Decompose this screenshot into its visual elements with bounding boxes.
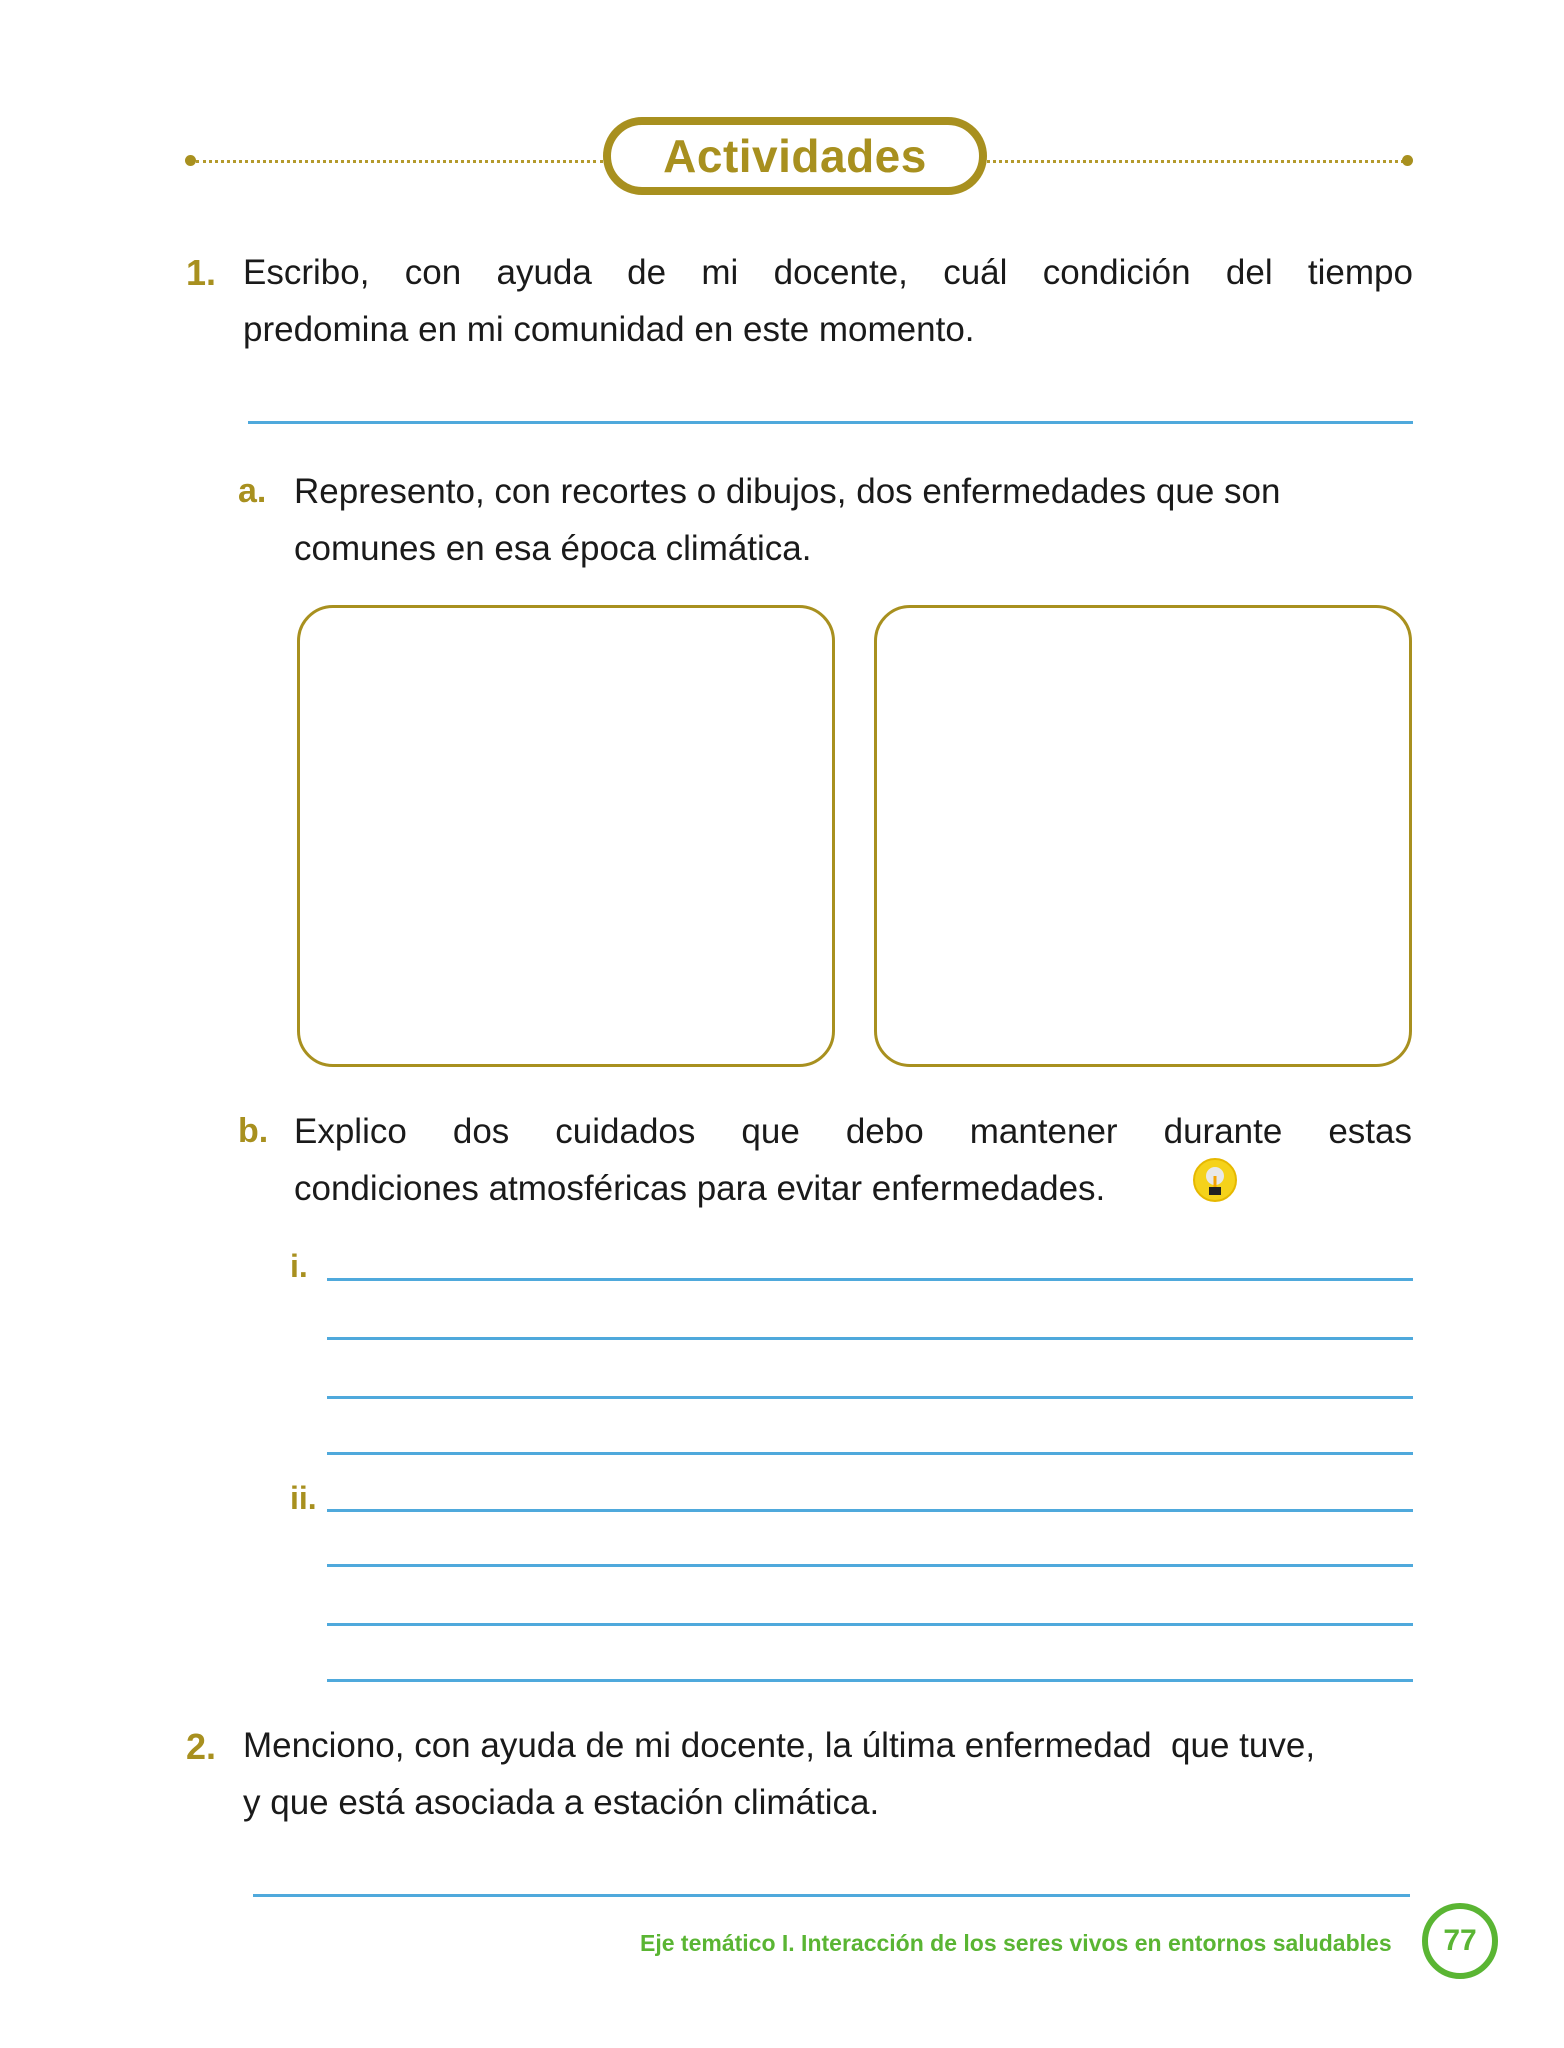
drawing-box-1[interactable] (297, 605, 835, 1067)
subitem-b-letter: b. (238, 1112, 269, 1150)
activity-2-number: 2. (186, 1726, 217, 1767)
answer-ii-label: ii. (290, 1480, 317, 1516)
activity-2-line-2: y que está asociada a estación climática. (243, 1783, 880, 1822)
activity-1-answer-line[interactable] (248, 421, 1413, 424)
footer-thematic-axis: Eje temático I. Interacción de los seres vivos en entornos saludables (640, 1930, 1392, 1956)
answer-i-line-4[interactable] (327, 1452, 1413, 1455)
subitem-a-letter: a. (238, 472, 267, 510)
header-right-dot (1402, 155, 1413, 166)
subitem-b-line-1: Explico dos cuidados que debo mantener durante estas (294, 1112, 1412, 1151)
header-left-dot (185, 155, 196, 166)
activity-1-number: 1. (186, 252, 217, 293)
answer-i-label: i. (290, 1248, 308, 1284)
page-title: Actividades (663, 130, 927, 182)
header-left-dotted-line (196, 160, 603, 163)
activity-2-answer-line[interactable] (253, 1894, 1410, 1897)
answer-ii-line-1[interactable] (327, 1509, 1413, 1512)
answer-ii-line-4[interactable] (327, 1679, 1413, 1682)
drawing-box-2[interactable] (874, 605, 1412, 1067)
answer-i-line-2[interactable] (327, 1337, 1413, 1340)
activity-1-line-1: Escribo, con ayuda de mi docente, cuál condición del tiempo (243, 253, 1413, 292)
answer-i-line-3[interactable] (327, 1396, 1413, 1399)
answer-ii-line-3[interactable] (327, 1623, 1413, 1626)
header-right-dotted-line (987, 160, 1404, 163)
subitem-b-line-2: condiciones atmosféricas para evitar enfermedades. (294, 1169, 1106, 1208)
subitem-a-line-2: comunes en esa época climática. (294, 529, 812, 568)
activity-2-line-1: Menciono, con ayuda de mi docente, la última enfermedad que tuve, (243, 1726, 1316, 1765)
page-number-badge (1422, 1903, 1498, 1979)
subitem-a-line-1: Represento, con recortes o dibujos, dos enfermedades que son (294, 472, 1281, 511)
activity-1-line-2: predomina en mi comunidad en este momento. (243, 310, 975, 349)
activities-title-badge (603, 117, 987, 195)
answer-i-line-1[interactable] (327, 1278, 1413, 1281)
lightbulb-icon (1192, 1157, 1238, 1203)
answer-ii-line-2[interactable] (327, 1564, 1413, 1567)
page-number: 77 (1443, 1924, 1477, 1957)
